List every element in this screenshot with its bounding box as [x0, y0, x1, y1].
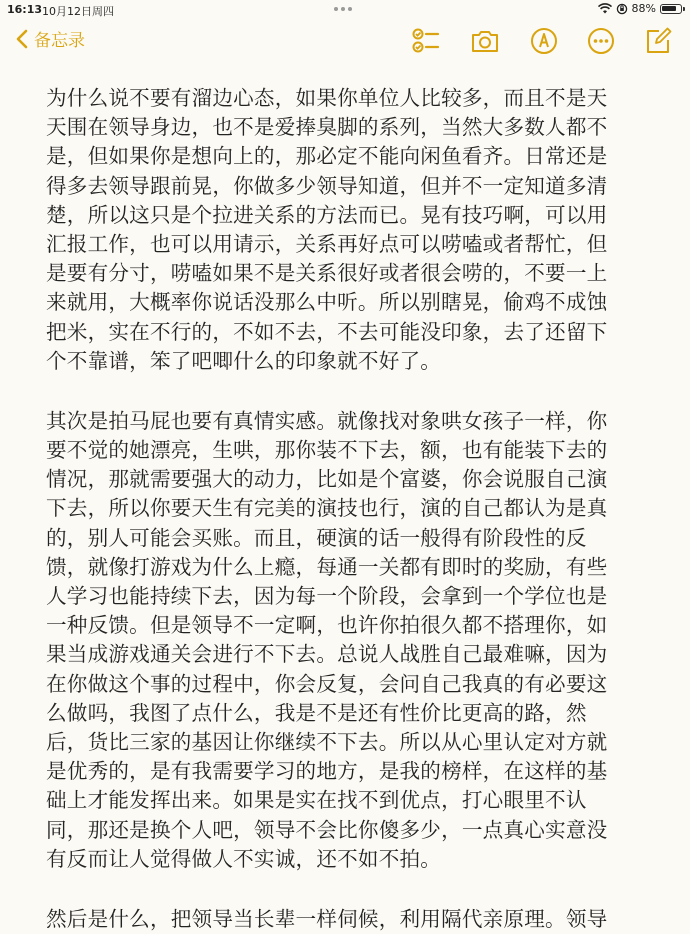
- status-indicators: [598, 2, 682, 15]
- note-line: 馈，就像打游戏为什么上瘾，每通一关都有即时的奖励，有些: [46, 554, 608, 579]
- note-line: 有反而让人觉得做人不实诚，还不如不拍。: [46, 846, 442, 871]
- wifi-icon: [598, 3, 612, 14]
- status-date: 10月12日周四: [42, 5, 114, 18]
- paragraph-spacer: [46, 376, 654, 407]
- note-line: 下去，所以你要天生有完美的演技也行，演的自己都认为是真: [46, 496, 608, 521]
- note-line: 情况，那就需要强大的动力，比如是个富婆，你会说服自己演: [46, 467, 608, 492]
- note-line: 础上才能发挥出来。如果是实在找不到优点，打心眼里不认: [46, 788, 587, 813]
- note-body[interactable]: [46, 84, 654, 934]
- note-line: 后，货比三家的基因让你继续不下去。所以从心里认定对方就: [46, 729, 608, 754]
- note-line: 天围在领导身边，也不是爱捧臭脚的系列，当然大多数人都不: [46, 115, 608, 140]
- note-line: 是要有分寸，唠嗑如果不是关系很好或者很会唠的，不要一上: [46, 261, 608, 286]
- camera-icon[interactable]: [470, 26, 500, 56]
- markup-pen-icon[interactable]: [529, 26, 559, 56]
- note-line: 的，别人可能会买账。而且，硬演的话一般得有阶段性的反: [46, 525, 587, 550]
- multitasking-dots-icon[interactable]: [334, 7, 352, 11]
- battery-icon: [660, 4, 682, 14]
- note-line: 来就用，大概率你说话没那么中听。所以别瞎晃，偷鸡不成蚀: [46, 290, 608, 315]
- note-line: 其次是拍马屁也要有真情实感。就像找对象哄女孩子一样，你: [46, 408, 608, 433]
- battery-percentage: 88%: [631, 2, 656, 15]
- note-line: 是优秀的，是有我需要学习的地方，是我的榜样，在这样的基: [46, 759, 608, 784]
- back-button[interactable]: [16, 26, 85, 51]
- note-line: 一种反馈。但是领导不一定啊，也许你拍很久都不搭理你，如: [46, 613, 608, 638]
- note-line: 楚，所以这只是个拉进关系的方法而已。晃有技巧啊，可以用: [46, 202, 608, 227]
- checklist-icon[interactable]: [410, 26, 440, 56]
- note-line: 为什么说不要有溜边心态，如果你单位人比较多，而且不是天: [46, 86, 608, 110]
- note-paragraph: [46, 905, 654, 934]
- more-options-icon[interactable]: [586, 26, 616, 56]
- note-line: 个不靠谱，笨了吧唧什么的印象就不好了。: [46, 348, 442, 373]
- battery-level-fill: [662, 6, 676, 11]
- note-paragraph: [46, 407, 654, 874]
- paragraph-spacer: [46, 874, 654, 905]
- note-line: 把米，实在不行的，不如不去，不去可能没印象，去了还留下: [46, 319, 608, 344]
- note-line: 同，那还是换个人吧，领导不会比你傻多少，一点真心实意没: [46, 817, 608, 842]
- chevron-left-icon: [16, 29, 28, 49]
- note-line: 然后是什么，把领导当长辈一样伺候，利用隔代亲原理。领导: [46, 906, 608, 931]
- status-time: 16:13: [7, 3, 43, 16]
- note-line: 得多去领导跟前晃，你做多少领导知道，但并不一定知道多清: [46, 173, 608, 198]
- back-button-label: 备忘录: [34, 31, 85, 51]
- note-line: 果当成游戏通关会进行不下去。总说人战胜自己最难嘛，因为: [46, 642, 608, 667]
- note-paragraph: [46, 84, 654, 376]
- note-line: 么做吗，我图了点什么，我是不是还有性价比更高的路，然: [46, 700, 587, 725]
- status-bar: [0, 0, 690, 20]
- orientation-lock-icon: [616, 3, 628, 15]
- note-line: 汇报工作，也可以用请示，关系再好点可以唠嗑或者帮忙，但: [46, 231, 608, 256]
- note-line: 要不觉的她漂亮，生哄，那你装不下去，额，也有能装下去的: [46, 438, 608, 463]
- compose-icon[interactable]: [643, 26, 673, 56]
- note-line: 人学习也能持续下去，因为每一个阶段，会拿到一个学位也是: [46, 584, 608, 608]
- notes-toolbar: [0, 20, 690, 62]
- note-line: 是，但如果你是想向上的，那必定不能向闲鱼看齐。日常还是: [46, 144, 608, 169]
- note-line: 在你做这个事的过程中，你会反复，会问自己我真的有必要这: [46, 671, 608, 696]
